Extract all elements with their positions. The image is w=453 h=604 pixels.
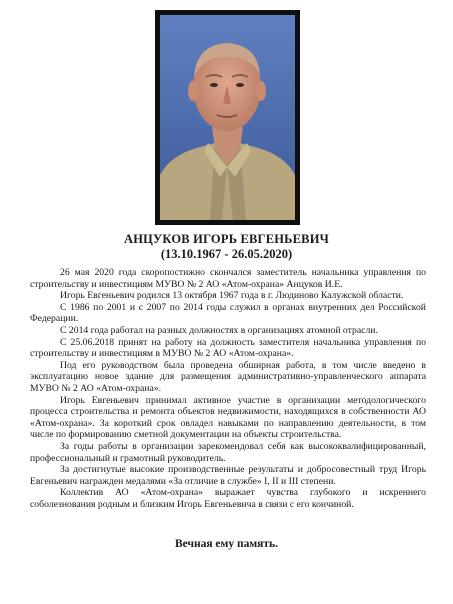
portrait-illustration (160, 15, 295, 220)
paragraph: С 2014 года работал на разных должностях в организациях атомной отрасли. (60, 324, 378, 336)
paragraph: Игорь Евгеньевич родился 13 октября 1967 года в г. Людиново Калужской области. (60, 290, 404, 302)
life-dates: (13.10.1967 - 26.05.2020) (160, 247, 293, 261)
paragraph: С 1986 по 2001 и с 2007 по 2014 годы служил в органах внутренних дел Российской Федерации. (30, 301, 426, 325)
paragraph: С 25.06.2018 принят на работу на должность заместителя начальника управления по строительству и инвестициям в МУВО № 2 АО «Атом-охрана». (30, 336, 426, 360)
paragraph: За годы работы в организации зарекомендовал себя как высококвалифицированный, профессиональный и грамотный руководитель. (30, 440, 426, 464)
deceased-name: АНЦУКОВ ИГОРЬ ЕВГЕНЬЕВИЧ (123, 232, 330, 246)
obituary-text (30, 267, 426, 510)
paragraph: За достигнутые высокие производственные результаты и добросовестный труд Игорь Евгеньевич награжден медалями «За отличие в службе» I, II и III степени. (30, 464, 426, 487)
closing-line: Вечная ему память. (174, 538, 279, 550)
memorial-photo-frame (155, 10, 300, 225)
portrait-photo (160, 15, 295, 220)
paragraph: 26 мая 2020 года скоропостижно скончался заместитель начальника управления по строительству и инвестициям МУВО № 2 АО «Атом-охрана» Анцуков И.Е. (30, 267, 426, 290)
paragraph: Игорь Евгеньевич принимал активное участие в организации методологического процесса строительства и ремонта объектов недвижимости, находящихся в собственности АО «Атом-охрана». За короткий срок овладел навыками по направлению деятельности, в том числе по формированию сметной документации на объекты строительства. (30, 394, 426, 441)
paragraph: Коллектив АО «Атом-охрана» выражает чувства глубокого и искреннего соболезнования родным и близким Игорь Евгеньевича в связи с его кончиной. (30, 487, 426, 510)
paragraph: Под его руководством была проведена обширная работа, в том числе введено в эксплуатацию новое здание для размещения административно-управленческого аппарата МУВО № 2 АО «Атом-охрана». (30, 359, 426, 394)
